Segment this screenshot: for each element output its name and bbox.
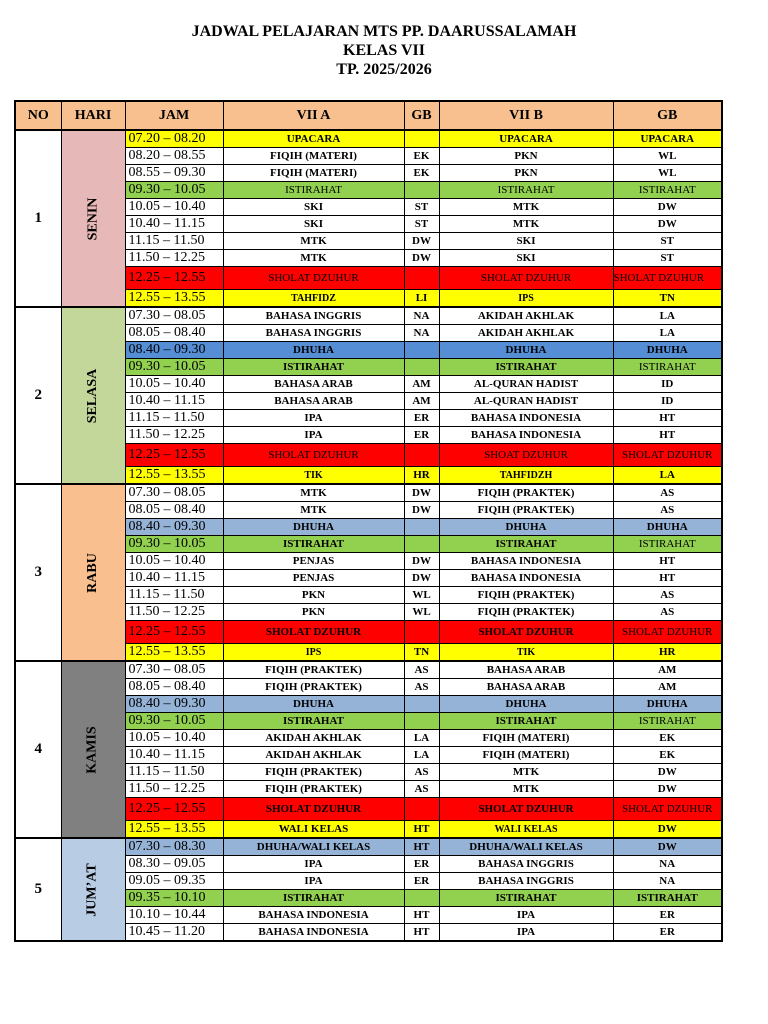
subject-class-b: FIQIH (PRAKTEK) (439, 587, 613, 604)
teacher-code-a: LI (404, 290, 439, 308)
subject-class-b: AL-QURAN HADIST (439, 393, 613, 410)
subject-class-a: BAHASA ARAB (223, 376, 404, 393)
teacher-code-a: NA (404, 325, 439, 342)
subject-class-a: MTK (223, 250, 404, 267)
teacher-code-a: DW (404, 502, 439, 519)
header-no: NO (15, 101, 61, 130)
teacher-code-a: ER (404, 410, 439, 427)
teacher-code-b: HT (613, 570, 722, 587)
day-number: 2 (15, 307, 61, 484)
subject-class-a: BAHASA INDONESIA (223, 907, 404, 924)
subject-class-a: IPA (223, 427, 404, 444)
day-number: 5 (15, 838, 61, 941)
teacher-code-a: ER (404, 873, 439, 890)
subject-class-a: BAHASA INDONESIA (223, 924, 404, 942)
teacher-code-a: AS (404, 661, 439, 679)
teacher-code-a: ER (404, 856, 439, 873)
time-slot: 10.05 – 10.40 (125, 199, 223, 216)
teacher-code-b: ISTIRAHAT (613, 182, 722, 199)
time-slot: 08.40 – 09.30 (125, 696, 223, 713)
subject-class-b: PKN (439, 148, 613, 165)
teacher-code-b: HT (613, 553, 722, 570)
teacher-code-b: AM (613, 679, 722, 696)
subject-class-b: ISTIRAHAT (439, 536, 613, 553)
teacher-code-a (404, 519, 439, 536)
subject-class-b: SHOLAT DZUHUR (439, 798, 613, 821)
subject-class-a: UPACARA (223, 130, 404, 148)
subject-class-a: SHOLAT DZUHUR (223, 444, 404, 467)
subject-class-b: BAHASA ARAB (439, 679, 613, 696)
subject-class-b: UPACARA (439, 130, 613, 148)
time-slot: 10.40 – 11.15 (125, 747, 223, 764)
subject-class-a: ISTIRAHAT (223, 359, 404, 376)
header-gb-a: GB (404, 101, 439, 130)
class-subtitle: KELAS VII (343, 42, 425, 59)
subject-class-a: BAHASA ARAB (223, 393, 404, 410)
time-slot: 08.40 – 09.30 (125, 519, 223, 536)
time-slot: 11.15 – 11.50 (125, 410, 223, 427)
subject-class-b: BAHASA INDONESIA (439, 570, 613, 587)
subject-class-b: IPS (439, 290, 613, 308)
subject-class-b: DHUHA (439, 342, 613, 359)
teacher-code-b: DW (613, 216, 722, 233)
time-slot: 12.55 – 13.55 (125, 821, 223, 839)
time-slot: 10.45 – 11.20 (125, 924, 223, 942)
teacher-code-a (404, 182, 439, 199)
schedule-table (14, 100, 723, 942)
school-year-subtitle: TP. 2025/2026 (336, 61, 432, 78)
subject-class-b: BAHASA INDONESIA (439, 553, 613, 570)
subject-class-b: MTK (439, 199, 613, 216)
teacher-code-b: DW (613, 199, 722, 216)
time-slot: 10.05 – 10.40 (125, 730, 223, 747)
day-name: JUM’AT (85, 862, 100, 917)
time-slot: 07.30 – 08.30 (125, 838, 223, 856)
time-slot: 08.30 – 09.05 (125, 856, 223, 873)
subject-class-a: FIQIH (MATERI) (223, 165, 404, 182)
subject-class-b: ISTIRAHAT (439, 359, 613, 376)
subject-class-b: FIQIH (MATERI) (439, 747, 613, 764)
subject-class-a: ISTIRAHAT (223, 890, 404, 907)
teacher-code-a: ST (404, 199, 439, 216)
teacher-code-b: DHUHA (613, 342, 722, 359)
time-slot: 09.30 – 10.05 (125, 713, 223, 730)
teacher-code-a: HT (404, 838, 439, 856)
day-name-cell (61, 838, 125, 941)
teacher-code-a: AS (404, 764, 439, 781)
teacher-code-b: EK (613, 730, 722, 747)
subject-class-b: AKIDAH AKHLAK (439, 325, 613, 342)
subject-class-a: BAHASA INGGRIS (223, 325, 404, 342)
day-number: 1 (15, 130, 61, 307)
subject-class-b: AKIDAH AKHLAK (439, 307, 613, 325)
teacher-code-a: DW (404, 250, 439, 267)
subject-class-b: FIQIH (MATERI) (439, 730, 613, 747)
subject-class-a: BAHASA INGGRIS (223, 307, 404, 325)
teacher-code-b: UPACARA (613, 130, 722, 148)
time-slot: 12.55 – 13.55 (125, 467, 223, 485)
time-slot: 11.15 – 11.50 (125, 233, 223, 250)
teacher-code-a (404, 696, 439, 713)
teacher-code-b: DW (613, 838, 722, 856)
time-slot: 10.05 – 10.40 (125, 376, 223, 393)
teacher-code-b: AM (613, 661, 722, 679)
time-slot: 10.40 – 11.15 (125, 393, 223, 410)
teacher-code-b: ID (613, 376, 722, 393)
subject-class-b: DHUHA (439, 696, 613, 713)
teacher-code-a: DW (404, 570, 439, 587)
subject-class-a: WALI KELAS (223, 821, 404, 839)
teacher-code-b: SHOLAT DZUHUR (613, 798, 722, 821)
subject-class-a: TIK (223, 467, 404, 485)
teacher-code-a (404, 267, 439, 290)
time-slot: 09.30 – 10.05 (125, 182, 223, 199)
subject-class-a: MTK (223, 233, 404, 250)
subject-class-b: TAHFIDZH (439, 467, 613, 485)
teacher-code-b: WL (613, 148, 722, 165)
day-name: KAMIS (84, 725, 100, 774)
teacher-code-b: DHUHA (613, 519, 722, 536)
time-slot: 09.05 – 09.35 (125, 873, 223, 890)
subject-class-b: DHUHA/WALI KELAS (439, 838, 613, 856)
teacher-code-b: NA (613, 856, 722, 873)
teacher-code-a: HT (404, 924, 439, 942)
time-slot: 08.05 – 08.40 (125, 679, 223, 696)
teacher-code-a: HT (404, 907, 439, 924)
teacher-code-b: AS (613, 502, 722, 519)
time-slot: 07.30 – 08.05 (125, 484, 223, 502)
header-gb-b: GB (613, 101, 722, 130)
subject-class-b: MTK (439, 216, 613, 233)
teacher-code-a (404, 536, 439, 553)
subject-class-a: PENJAS (223, 553, 404, 570)
time-slot: 12.25 – 12.55 (125, 444, 223, 467)
teacher-code-b: EK (613, 747, 722, 764)
teacher-code-a: ER (404, 427, 439, 444)
subject-class-a: SHOLAT DZUHUR (223, 621, 404, 644)
teacher-code-b: ISTIRAHAT (613, 713, 722, 730)
teacher-code-b: DW (613, 781, 722, 798)
time-slot: 08.55 – 09.30 (125, 165, 223, 182)
time-slot: 08.20 – 08.55 (125, 148, 223, 165)
teacher-code-a: AM (404, 393, 439, 410)
schedule-row (15, 130, 722, 148)
subject-class-b: BAHASA INGGRIS (439, 856, 613, 873)
day-name-cell (61, 661, 125, 838)
teacher-code-a: LA (404, 747, 439, 764)
subject-class-b: PKN (439, 165, 613, 182)
subject-class-a: IPA (223, 410, 404, 427)
subject-class-b: FIQIH (PRAKTEK) (439, 502, 613, 519)
teacher-code-b: HT (613, 410, 722, 427)
header-hari: HARI (61, 101, 125, 130)
teacher-code-b: LA (613, 325, 722, 342)
time-slot: 11.15 – 11.50 (125, 764, 223, 781)
teacher-code-a (404, 798, 439, 821)
time-slot: 12.25 – 12.55 (125, 267, 223, 290)
teacher-code-a (404, 444, 439, 467)
time-slot: 11.50 – 12.25 (125, 781, 223, 798)
teacher-code-a: WL (404, 587, 439, 604)
teacher-code-a: EK (404, 148, 439, 165)
teacher-code-b: DW (613, 764, 722, 781)
time-slot: 12.55 – 13.55 (125, 290, 223, 308)
header-jam: JAM (125, 101, 223, 130)
teacher-code-b: SHOLAT DZUHUR (613, 444, 722, 467)
time-slot: 12.55 – 13.55 (125, 644, 223, 662)
teacher-code-a: AS (404, 679, 439, 696)
time-slot: 11.50 – 12.25 (125, 427, 223, 444)
subject-class-a: MTK (223, 502, 404, 519)
teacher-code-a: LA (404, 730, 439, 747)
schedule-row (15, 307, 722, 325)
subject-class-b: SKI (439, 233, 613, 250)
teacher-code-b: SHOLAT DZUHUR (613, 621, 722, 644)
subject-class-a: IPA (223, 856, 404, 873)
subject-class-b: BAHASA ARAB (439, 661, 613, 679)
header-class-a: VII A (223, 101, 404, 130)
schedule-row (15, 661, 722, 679)
subject-class-a: FIQIH (PRAKTEK) (223, 679, 404, 696)
time-slot: 10.40 – 11.15 (125, 570, 223, 587)
teacher-code-a: ST (404, 216, 439, 233)
subject-class-a: DHUHA/WALI KELAS (223, 838, 404, 856)
day-name: SENIN (84, 197, 100, 240)
subject-class-b: ISTIRAHAT (439, 890, 613, 907)
time-slot: 11.50 – 12.25 (125, 250, 223, 267)
teacher-code-a (404, 890, 439, 907)
day-name: SELASA (85, 368, 100, 423)
teacher-code-b: ISTIRAHAT (613, 890, 722, 907)
subject-class-a: PKN (223, 587, 404, 604)
teacher-code-a (404, 621, 439, 644)
teacher-code-a: AS (404, 781, 439, 798)
teacher-code-a: NA (404, 307, 439, 325)
day-name: RABU (84, 552, 100, 593)
time-slot: 10.40 – 11.15 (125, 216, 223, 233)
day-number: 3 (15, 484, 61, 661)
subject-class-b: BAHASA INDONESIA (439, 410, 613, 427)
schedule-body (15, 130, 722, 941)
teacher-code-a: AM (404, 376, 439, 393)
subject-class-a: TAHFIDZ (223, 290, 404, 308)
subject-class-a: SKI (223, 216, 404, 233)
teacher-code-b: LA (613, 467, 722, 485)
teacher-code-b: AS (613, 587, 722, 604)
subject-class-b: BAHASA INGGRIS (439, 873, 613, 890)
time-slot: 09.30 – 10.05 (125, 359, 223, 376)
time-slot: 07.30 – 08.05 (125, 307, 223, 325)
teacher-code-b: NA (613, 873, 722, 890)
teacher-code-a: HR (404, 467, 439, 485)
time-slot: 08.05 – 08.40 (125, 502, 223, 519)
page-title: JADWAL PELAJARAN MTS PP. DAARUSSALAMAH (191, 23, 577, 40)
day-name-cell (61, 307, 125, 484)
teacher-code-b: HT (613, 427, 722, 444)
subject-class-b: ISTIRAHAT (439, 182, 613, 199)
subject-class-b: MTK (439, 781, 613, 798)
time-slot: 07.30 – 08.05 (125, 661, 223, 679)
subject-class-b: WALI KELAS (439, 821, 613, 839)
subject-class-a: SKI (223, 199, 404, 216)
subject-class-b: AL-QURAN HADIST (439, 376, 613, 393)
subject-class-a: AKIDAH AKHLAK (223, 730, 404, 747)
teacher-code-b: AS (613, 484, 722, 502)
teacher-code-a: TN (404, 644, 439, 662)
subject-class-b: SHOLAT DZUHUR (439, 267, 613, 290)
schedule-row (15, 484, 722, 502)
teacher-code-b: SHOLAT DZUHUR (613, 267, 722, 290)
teacher-code-b: ISTIRAHAT (613, 536, 722, 553)
subject-class-a: MTK (223, 484, 404, 502)
subject-class-a: PENJAS (223, 570, 404, 587)
teacher-code-a: WL (404, 604, 439, 621)
subject-class-a: ISTIRAHAT (223, 536, 404, 553)
subject-class-a: ISTIRAHAT (223, 182, 404, 199)
header-row (15, 101, 722, 130)
teacher-code-a (404, 713, 439, 730)
teacher-code-b: AS (613, 604, 722, 621)
subject-class-a: FIQIH (PRAKTEK) (223, 781, 404, 798)
teacher-code-a: DW (404, 233, 439, 250)
subject-class-a: DHUHA (223, 696, 404, 713)
subject-class-a: AKIDAH AKHLAK (223, 747, 404, 764)
subject-class-b: IPA (439, 907, 613, 924)
teacher-code-a: DW (404, 553, 439, 570)
teacher-code-a (404, 342, 439, 359)
subject-class-a: DHUHA (223, 519, 404, 536)
header-class-b: VII B (439, 101, 613, 130)
subject-class-b: DHUHA (439, 519, 613, 536)
subject-class-b: TIK (439, 644, 613, 662)
day-name-cell (61, 130, 125, 307)
subject-class-a: FIQIH (PRAKTEK) (223, 661, 404, 679)
teacher-code-b: ISTIRAHAT (613, 359, 722, 376)
subject-class-b: SKI (439, 250, 613, 267)
subject-class-b: MTK (439, 764, 613, 781)
time-slot: 08.05 – 08.40 (125, 325, 223, 342)
teacher-code-b: ST (613, 250, 722, 267)
teacher-code-b: LA (613, 307, 722, 325)
time-slot: 08.40 – 09.30 (125, 342, 223, 359)
teacher-code-a: EK (404, 165, 439, 182)
teacher-code-b: WL (613, 165, 722, 182)
time-slot: 10.05 – 10.40 (125, 553, 223, 570)
teacher-code-b: ER (613, 907, 722, 924)
teacher-code-a: DW (404, 484, 439, 502)
teacher-code-b: ER (613, 924, 722, 942)
teacher-code-a (404, 130, 439, 148)
time-slot: 11.50 – 12.25 (125, 604, 223, 621)
subject-class-a: FIQIH (MATERI) (223, 148, 404, 165)
subject-class-a: PKN (223, 604, 404, 621)
time-slot: 07.20 – 08.20 (125, 130, 223, 148)
subject-class-a: IPA (223, 873, 404, 890)
day-number: 4 (15, 661, 61, 838)
subject-class-b: IPA (439, 924, 613, 942)
subject-class-b: SHOAT DZUHUR (439, 444, 613, 467)
teacher-code-b: DHUHA (613, 696, 722, 713)
teacher-code-b: DW (613, 821, 722, 839)
subject-class-b: FIQIH (PRAKTEK) (439, 484, 613, 502)
time-slot: 11.15 – 11.50 (125, 587, 223, 604)
day-name-cell (61, 484, 125, 661)
time-slot: 09.30 – 10.05 (125, 536, 223, 553)
subject-class-a: SHOLAT DZUHUR (223, 798, 404, 821)
subject-class-a: IPS (223, 644, 404, 662)
teacher-code-a (404, 359, 439, 376)
subject-class-b: FIQIH (PRAKTEK) (439, 604, 613, 621)
subject-class-a: DHUHA (223, 342, 404, 359)
schedule-row (15, 838, 722, 856)
time-slot: 12.25 – 12.55 (125, 621, 223, 644)
teacher-code-b: ST (613, 233, 722, 250)
teacher-code-a: HT (404, 821, 439, 839)
subject-class-a: ISTIRAHAT (223, 713, 404, 730)
teacher-code-b: ID (613, 393, 722, 410)
subject-class-b: BAHASA INDONESIA (439, 427, 613, 444)
subject-class-a: FIQIH (PRAKTEK) (223, 764, 404, 781)
time-slot: 12.25 – 12.55 (125, 798, 223, 821)
teacher-code-b: TN (613, 290, 722, 308)
subject-class-b: ISTIRAHAT (439, 713, 613, 730)
subject-class-a: SHOLAT DZUHUR (223, 267, 404, 290)
time-slot: 09.35 – 10.10 (125, 890, 223, 907)
teacher-code-b: HR (613, 644, 722, 662)
time-slot: 10.10 – 10.44 (125, 907, 223, 924)
subject-class-b: SHOLAT DZUHUR (439, 621, 613, 644)
